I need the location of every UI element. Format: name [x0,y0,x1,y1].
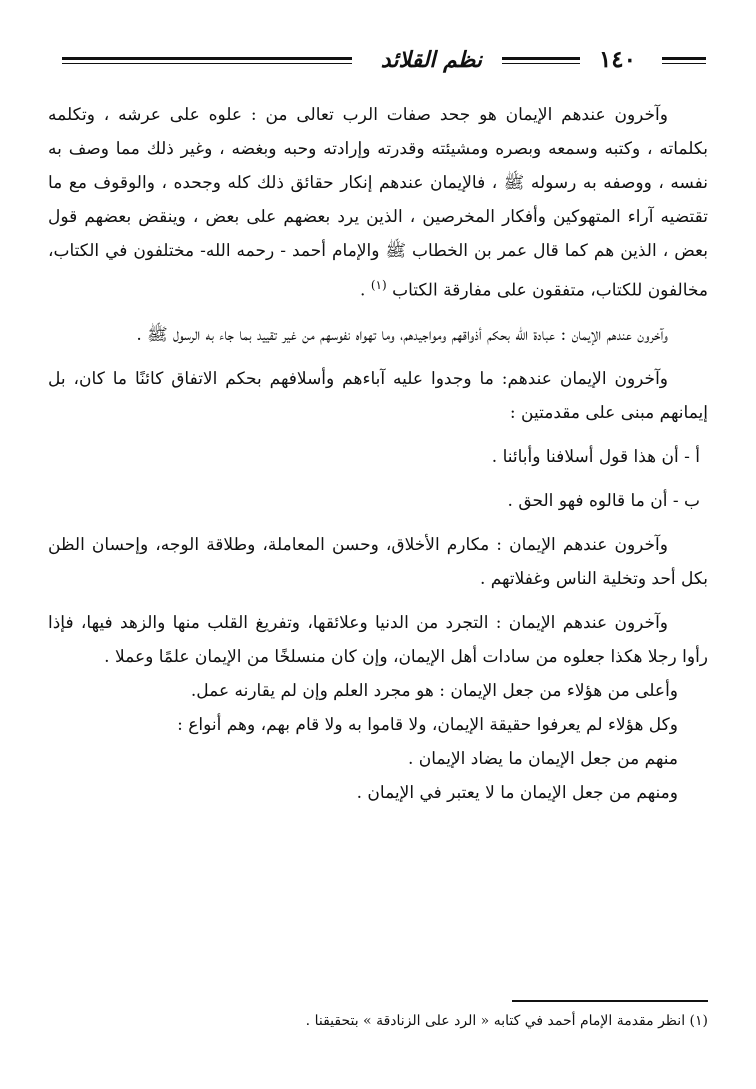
paragraph-spacer [48,430,708,440]
header-rule-middle [502,57,580,64]
paragraph-2: وآخرون عندهم الإيمان : عبادة الله بحكم أذواقهم ومواجيدهم، وما تهواه نفوسهم من غير تقييد بما جاء به الرسول ﷺ . [136,324,668,345]
paragraph-6: وأعلى من هؤلاء من جعل الإيمان : هو مجرد العلم وإن لم يقارنه عمل. [190,680,678,701]
paragraph-spacer [48,518,708,528]
footnote-separator [512,1000,708,1002]
page-number: ١٤٠ [598,46,636,73]
paragraph-spacer [48,474,708,484]
paragraph-spacer [48,596,708,606]
paragraph-7: وكل هؤلاء لم يعرفوا حقيقة الإيمان، ولا قاموا به ولا قام بهم، وهم أنواع : [177,714,678,735]
paragraph-1-end: . [360,280,371,301]
header-rule-left [62,57,352,64]
paragraph-3: وآخرون الإيمان عندهم: ما وجدوا عليه آباءهم وأسلافهم بحكم الاتفاق كائنًا ما كان، بل إيمانهم مبنى على مقدمتين : [48,368,708,423]
paragraph-spacer [48,308,708,318]
premise-a: أ - أن هذا قول أسلافنا وأبائنا . [491,446,700,467]
header-rule-right [662,57,706,64]
footnote-reference: (١) [370,278,387,292]
body-text [48,98,708,810]
paragraph-9: ومنهم من جعل الإيمان ما لا يعتبر في الإيمان . [356,782,678,803]
footnote: (١) انظر مقدمة الإمام أحمد في كتابه « الرد على الزنادقة » بتحقيقنا . [305,1013,708,1029]
paragraph-1 [48,98,708,308]
book-title: نظم القلائد [380,47,482,73]
paragraph-1-text: وآخرون عندهم الإيمان هو جحد صفات الرب تعالى من : علوه على عرشه ، وتكلمه بكلماته ، وكتبه وسمعه وبصره ومشيئته وقدرته وإرادته وحبه وبغضه ، وغير ذلك مما وصف به نفسه ، ووصفه به رسوله ﷺ ، فالإيمان عندهم إنكار حقائق ذلك كله وجحده ، والوقوف مع ما تقتضيه آراء المتهوكين وأفكار المخرصين ، الذين يرد بعضهم على بعض ، وينقض بعضهم قول بعض ، الذين هم كما قال عمر بن الخطاب ﷺ والإمام أحمد - رحمه الله- مختلفون في الكتاب، مخالفون للكتاب، متفقون على مفارقة الكتاب [48,105,708,301]
running-header [62,40,706,80]
paragraph-spacer [48,352,708,362]
paragraph-4: وآخرون عندهم الإيمان : مكارم الأخلاق، وحسن المعاملة، وطلاقة الوجه، وإحسان الظن بكل أحد وتخلية الناس وغفلاتهم . [48,534,708,589]
paragraph-8: منهم من جعل الإيمان ما يضاد الإيمان . [407,748,678,769]
premise-b: ب - أن ما قالوه فهو الحق . [507,490,700,511]
paragraph-5: وآخرون عندهم الإيمان : التجرد من الدنيا وعلائقها، وتفريغ القلب منها والزهد فيها، فإذا رأوا رجلا هكذا جعلوه من سادات أهل الإيمان، وإن كان منسلخًا من الإيمان علمًا وعملا . [48,612,708,667]
